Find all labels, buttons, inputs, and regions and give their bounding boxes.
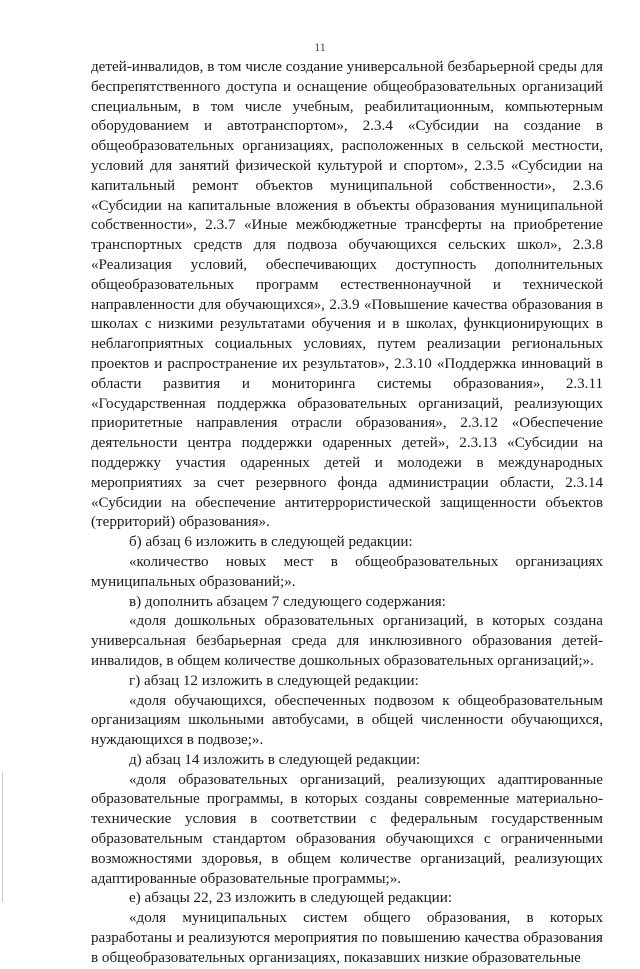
paragraph-quote: «доля образовательных организаций, реализующих адаптированные образовательные программы, в которых созданы современные материально-технические условия в соответствии с федеральным государственным образовательным стандартом образования обучающихся с ограниченными возможностями здоровья, в общем количестве организаций, реализующих адаптированные образовательные программы;».: [91, 771, 603, 887]
page-number: 11: [314, 40, 326, 54]
paragraph-quote: «доля обучающихся, обеспеченных подвозом к общеобразовательным организациям школьными автобусами, в общей численности обучающихся, нуждающихся в подвозе;».: [91, 692, 603, 749]
paragraph-item-b: б) абзац 6 изложить в следующей редакции:: [129, 534, 413, 551]
paragraph-quote: «доля муниципальных систем общего образования, в которых разработаны и реализуются мероприятия по повышению качества образования в общеобразовательных организациях, показавших низкие образовательные: [91, 910, 603, 966]
document-body: [91, 58, 603, 969]
paragraph-item-v: в) дополнить абзацем 7 следующего содержания:: [129, 593, 446, 610]
paragraph-subsidies-list: детей-инвалидов, в том числе создание универсальной безбарьерной среды для беспрепятственного доступа и оснащение общеобразовательных организаций специальным, в том числе учебным, реабилитационным, компьютерным оборудованием и автотранспортом», 2.3.4 «Субсидии на создание в общеобразовательных организациях, расположенных в сельской местности, условий для занятий физической культурой и спортом», 2.3.5 «Субсидии на капитальный ремонт объектов муниципальной собственности», 2.3.6 «Субсидии на капитальные вложения в объекты образования муниципальной собственности», 2.3.7 «Иные межбюджетные трансферты на приобретение транспортных средств для подвоза обучающихся сельских школ», 2.3.8 «Реализация условий, обеспечивающих доступность дополнительных общеобразовательных программ естественнонаучной и технической направленности для обучающихся», 2.3.9 «Повышение качества образования в школах с низкими результатами обучения и в школах, функционирующих в неблагоприятных социальных условиях, путем реализации региональных проектов и распространение их результатов», 2.3.10 «Поддержка инноваций в области развития и мониторинга системы образования», 2.3.11 «Государственная поддержка образовательных организаций, реализующих приоритетные направления отрасли образования», 2.3.12 «Обеспечение деятельности центра поддержки одаренных детей», 2.3.13 «Субсидии на поддержку участия одаренных детей и молодежи в международных мероприятиях за счет резервного фонда администрации области, 2.3.14 «Субсидии на обеспечение антитеррористической защищенности объектов (территорий) образования».: [91, 59, 603, 531]
paragraph-quote: «доля дошкольных образовательных организаций, в которых создана универсальная безбарьерная среда для инклюзивного образования детей-инвалидов, в общем количестве дошкольных образовательных организаций;».: [91, 613, 603, 669]
paragraph-quote: «количество новых мест в общеобразовательных организациях муниципальных образований;».: [91, 553, 603, 590]
paragraph-item-e: е) абзацы 22, 23 изложить в следующей редакции:: [129, 890, 453, 907]
paragraph-item-d: д) абзац 14 изложить в следующей редакции:: [129, 751, 421, 768]
paragraph-item-g: г) абзац 12 изложить в следующей редакции:: [129, 672, 419, 689]
scan-edge-line: [2, 772, 3, 902]
